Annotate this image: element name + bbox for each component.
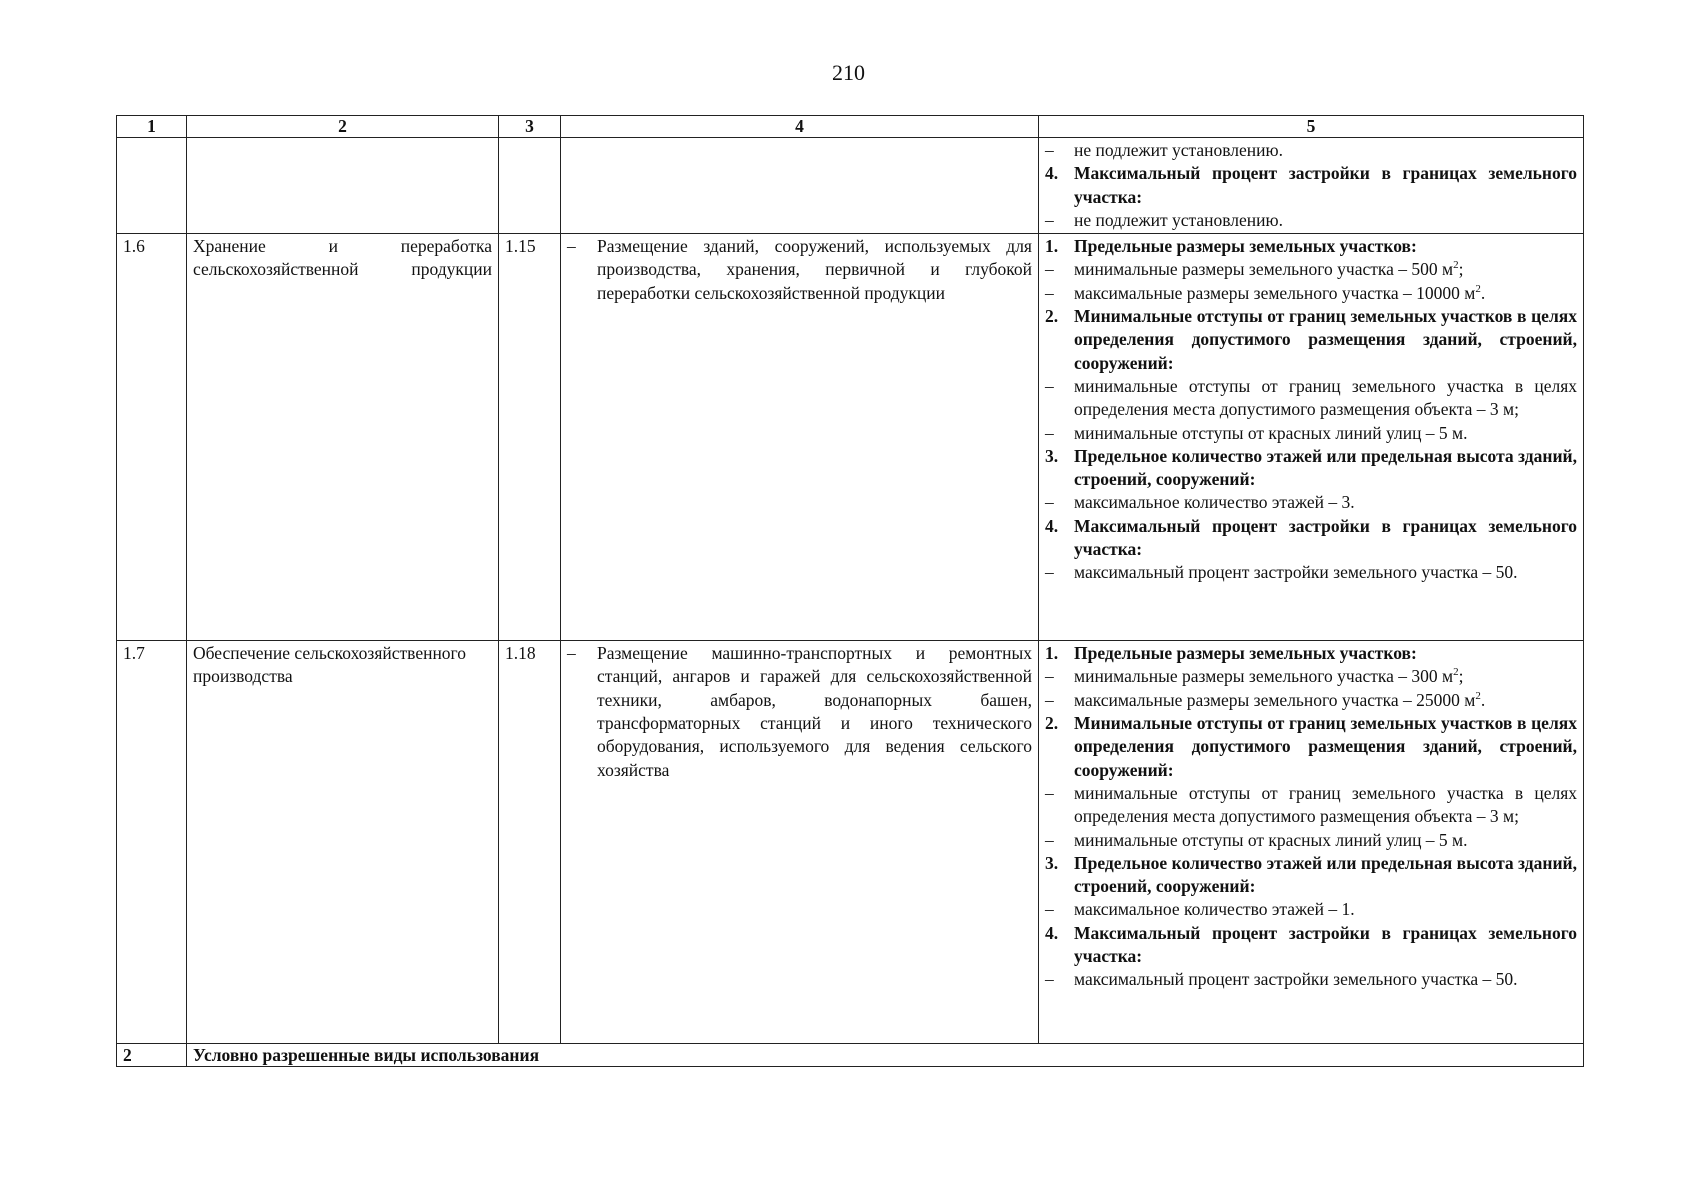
param-text-suffix: ; [1458, 259, 1464, 280]
param-text [1074, 305, 1577, 375]
dash-marker: – [1045, 562, 1054, 583]
dash-marker: – [1045, 375, 1054, 396]
use-type-code: 1.18 [499, 641, 561, 1044]
param-text-suffix: . [1480, 282, 1486, 303]
param-text [1074, 829, 1577, 852]
param-value [1045, 139, 1577, 162]
param-text-main: не подлежит установлению. [1074, 209, 1283, 230]
section-number: 2 [117, 1044, 187, 1067]
param-value [1045, 665, 1577, 688]
param-text-main: максимальный процент застройки земельного участка – 50. [1074, 969, 1518, 990]
param-text-main: Максимальный процент застройки в границах земельного участка: [1074, 922, 1577, 967]
regulations-table [116, 115, 1584, 1067]
param-text-main: Максимальный процент застройки в границах земельного участка: [1074, 515, 1577, 560]
param-text-suffix: . [1480, 689, 1486, 710]
param-text [1074, 515, 1577, 562]
param-heading [1045, 642, 1577, 665]
param-text [1074, 898, 1577, 921]
column-header-5: 5 [1039, 116, 1584, 138]
param-text-main: минимальные отступы от границ земельного участка в целях определения места допустимого размещения объекта – 3 м; [1074, 375, 1577, 420]
use-type-name [187, 234, 499, 641]
dash-marker: – [1045, 209, 1054, 230]
dash-marker: – [1045, 422, 1054, 443]
param-number: 2. [1045, 713, 1059, 734]
cell-description [561, 138, 1039, 234]
param-text [1074, 282, 1577, 305]
param-text-main: Максимальный процент застройки в границах земельного участка: [1074, 163, 1577, 207]
param-text-main: максимальные размеры земельного участка – 10000 м [1074, 282, 1476, 303]
param-text-main: Предельное количество этажей или предельная высота зданий, строений, сооружений: [1074, 852, 1577, 897]
description-item [567, 235, 1032, 305]
param-value [1045, 375, 1577, 422]
dash-marker: – [1045, 969, 1054, 990]
cell-num [117, 138, 187, 234]
cell-code [499, 138, 561, 234]
param-text-main: минимальные размеры земельного участка – 500 м [1074, 259, 1454, 280]
dash-marker: – [567, 236, 576, 257]
dash-marker: – [1045, 259, 1054, 280]
param-number: 1. [1045, 236, 1059, 257]
param-text-main: минимальные размеры земельного участка – 300 м [1074, 666, 1454, 687]
section-row [117, 1044, 1584, 1067]
param-value [1045, 898, 1577, 921]
use-type-name-text: Обеспечение сельскохозяйственного производства [193, 643, 467, 687]
dash-marker: – [1045, 782, 1054, 803]
param-text-main: Минимальные отступы от границ земельных участков в целях определения допустимого размещения зданий, строений, сооружений: [1074, 306, 1577, 373]
page-number: 210 [832, 60, 865, 85]
param-text-main: Предельные размеры земельных участков: [1074, 236, 1417, 257]
param-text [1074, 258, 1577, 281]
param-number: 2. [1045, 306, 1059, 327]
dash-marker: – [1045, 899, 1054, 920]
param-text [1074, 689, 1577, 712]
param-text-main: минимальные отступы от красных линий улиц – 5 м. [1074, 829, 1468, 850]
column-header-3: 3 [499, 116, 561, 138]
param-value [1045, 258, 1577, 281]
param-text [1074, 642, 1577, 665]
param-value [1045, 561, 1577, 584]
param-text-main: Минимальные отступы от границ земельных участков в целях определения допустимого размещения зданий, строений, сооружений: [1074, 713, 1577, 780]
param-text [1074, 491, 1577, 514]
param-heading [1045, 922, 1577, 969]
table-header-row [117, 116, 1584, 138]
param-text [1074, 782, 1577, 829]
use-type-description [561, 234, 1039, 641]
param-text-main: максимальное количество этажей – 3. [1074, 492, 1355, 513]
param-value [1045, 689, 1577, 712]
param-heading [1045, 852, 1577, 899]
param-text [1074, 235, 1577, 258]
cell-params [1039, 641, 1584, 1044]
use-type-description [561, 641, 1039, 1044]
use-type-name [187, 641, 499, 1044]
param-value [1045, 282, 1577, 305]
use-type-name-text: Хранение и переработка сельскохозяйственной продукции [193, 236, 492, 280]
param-value [1045, 829, 1577, 852]
unit-superscript: 2 [1453, 666, 1459, 679]
param-text [1074, 209, 1577, 232]
param-text [1074, 712, 1577, 782]
cell-params [1039, 234, 1584, 641]
param-text [1074, 852, 1577, 899]
description-text: Размещение зданий, сооружений, используемых для производства, хранения, первичной и глубокой переработки сельскохозяйственной продукции [597, 236, 1032, 303]
dash-marker: – [1045, 689, 1054, 710]
dash-marker: – [1045, 282, 1054, 303]
column-header-4: 4 [561, 116, 1039, 138]
param-text [1074, 922, 1577, 969]
use-type-code: 1.15 [499, 234, 561, 641]
param-text-suffix: ; [1458, 666, 1464, 687]
param-text-main: минимальные отступы от границ земельного участка в целях определения места допустимого размещения объекта – 3 м; [1074, 782, 1577, 827]
cell-name [187, 138, 499, 234]
description-item [567, 642, 1032, 782]
param-text [1074, 968, 1577, 991]
param-text-main: Предельные размеры земельных участков: [1074, 643, 1417, 664]
param-text-main: максимальный процент застройки земельного участка – 50. [1074, 562, 1518, 583]
param-heading [1045, 235, 1577, 258]
param-text [1074, 162, 1577, 209]
param-text-main: не подлежит установлению. [1074, 140, 1283, 160]
column-header-2: 2 [187, 116, 499, 138]
param-text [1074, 665, 1577, 688]
param-value [1045, 968, 1577, 991]
param-value [1045, 209, 1577, 232]
param-value [1045, 422, 1577, 445]
param-value [1045, 491, 1577, 514]
table-row [117, 234, 1584, 641]
param-number: 1. [1045, 643, 1059, 664]
dash-marker: – [567, 643, 576, 664]
param-number: 3. [1045, 852, 1059, 873]
dash-marker: – [1045, 492, 1054, 513]
param-heading [1045, 305, 1577, 375]
table-row [117, 641, 1584, 1044]
param-heading [1045, 712, 1577, 782]
param-text [1074, 422, 1577, 445]
param-heading [1045, 515, 1577, 562]
param-text [1074, 139, 1577, 162]
unit-superscript: 2 [1453, 259, 1459, 272]
param-heading [1045, 162, 1577, 209]
unit-superscript: 2 [1475, 689, 1481, 702]
param-text [1074, 445, 1577, 492]
dash-marker: – [1045, 829, 1054, 850]
param-number: 4. [1045, 922, 1059, 943]
param-text-main: Предельное количество этажей или предельная высота зданий, строений, сооружений: [1074, 445, 1577, 490]
param-text-main: максимальное количество этажей – 1. [1074, 899, 1355, 920]
param-text [1074, 561, 1577, 584]
param-text-main: максимальные размеры земельного участка – 25000 м [1074, 689, 1476, 710]
row-number: 1.6 [117, 234, 187, 641]
param-value [1045, 782, 1577, 829]
dash-marker: – [1045, 666, 1054, 687]
column-header-1: 1 [117, 116, 187, 138]
param-heading [1045, 445, 1577, 492]
description-text: Размещение машинно-транспортных и ремонтных станций, ангаров и гаражей для сельскохозяйственной техники, амбаров, водонапорных башен, трансформаторных станций и иного технического оборудования, используемого для ведения сельского хозяйства [597, 643, 1032, 780]
param-number: 4. [1045, 515, 1059, 536]
dash-marker: – [1045, 140, 1054, 160]
unit-superscript: 2 [1475, 282, 1481, 295]
param-number: 4. [1045, 163, 1059, 184]
table-row-continuation [117, 138, 1584, 234]
param-text-main: минимальные отступы от красных линий улиц – 5 м. [1074, 422, 1468, 443]
param-text [1074, 375, 1577, 422]
row-number: 1.7 [117, 641, 187, 1044]
param-number: 3. [1045, 445, 1059, 466]
section-title: Условно разрешенные виды использования [187, 1044, 1584, 1067]
cell-params [1039, 138, 1584, 234]
